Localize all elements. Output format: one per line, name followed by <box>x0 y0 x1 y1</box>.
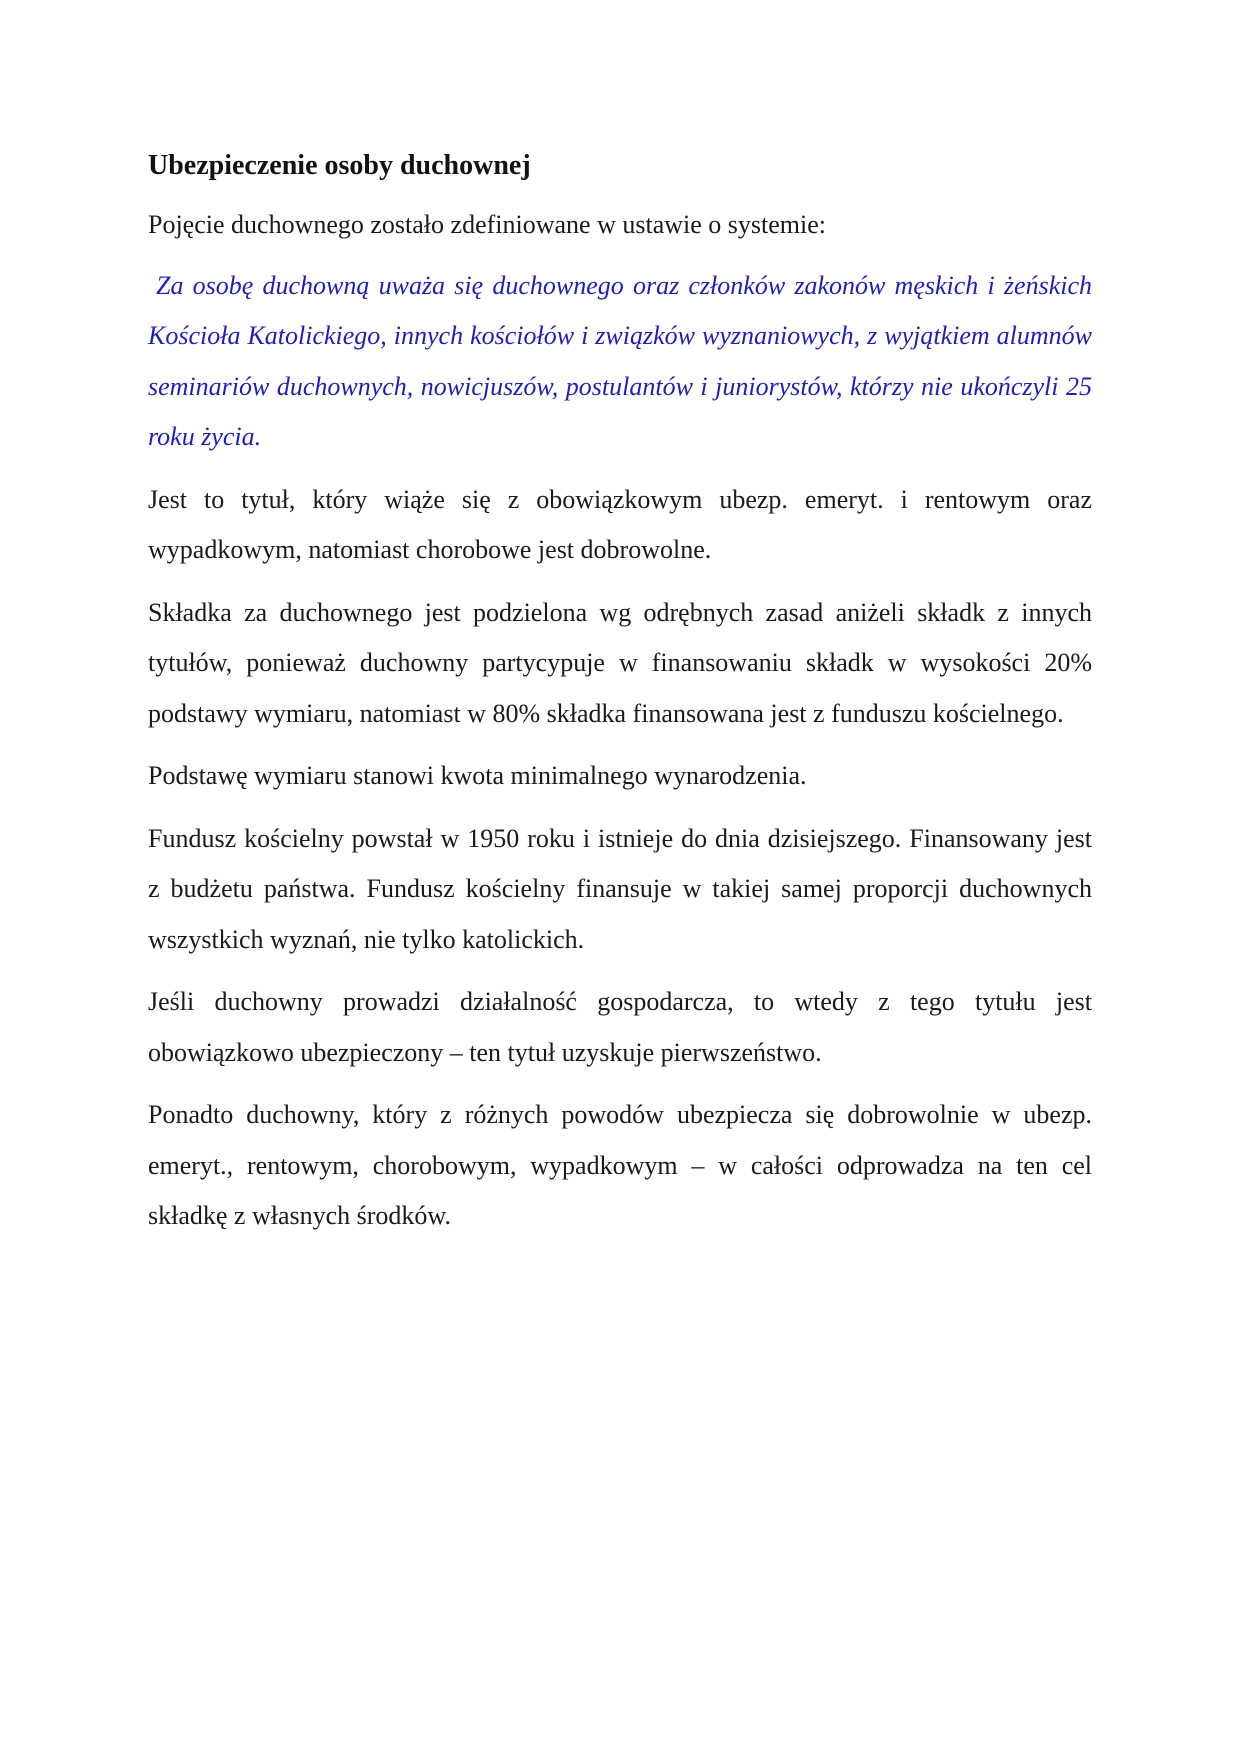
quoted-definition: Za osobę duchowną uważa się duchownego oraz członków zakonów męskich i żeńskich Kościoła Katolickiego, innych kościołów i związków wyznaniowych, z wyjątkiem alumnów seminariów duchownych, nowicjuszów, postulantów i juniorystów, którzy nie ukończyli 25 roku życia. <box>148 270 1092 451</box>
document-page <box>148 146 1092 1254</box>
paragraph-voluntary-insurance: Ponadto duchowny, który z różnych powodów ubezpiecza się dobrowolnie w ubezp. emeryt., rentowym, chorobowym, wypadkowym – w całości odprowadza na ten cel składkę z własnych środków. <box>148 1100 1092 1230</box>
intro-paragraph: Pojęcie duchownego zostało zdefiniowane w ustawie o systemie: <box>148 210 826 239</box>
paragraph-business-activity: Jeśli duchowny prowadzi działalność gospodarcza, to wtedy z tego tytułu jest obowiązkowo ubezpieczony – ten tytuł uzyskuje pierwszeństwo. <box>148 987 1092 1067</box>
paragraph-church-fund: Fundusz kościelny powstał w 1950 roku i istnieje do dnia dzisiejszego. Finansowany jest z budżetu państwa. Fundusz kościelny finansuje w takiej samej proporcji duchownych wszystkich wyznań, nie tylko katolickich. <box>148 823 1092 954</box>
document-title: Ubezpieczenie osoby duchownej <box>148 150 531 181</box>
paragraph-contribution-type: Jest to tytuł, który wiąże się z obowiązkowym ubezp. emeryt. i rentowym oraz wypadkowym, natomiast chorobowe jest dobrowolne. <box>148 484 1092 564</box>
paragraph-contribution-split: Składka za duchownego jest podzielona wg odrębnych zasad aniżeli składk z innych tytułów, ponieważ duchowny partycypuje w finansowaniu składk w wysokości 20% podstawy wymiaru, natomiast w 80% składka finansowana jest z funduszu kościelnego. <box>148 597 1092 728</box>
paragraph-assessment-basis: Podstawę wymiaru stanowi kwota minimalnego wynarodzenia. <box>148 761 807 790</box>
